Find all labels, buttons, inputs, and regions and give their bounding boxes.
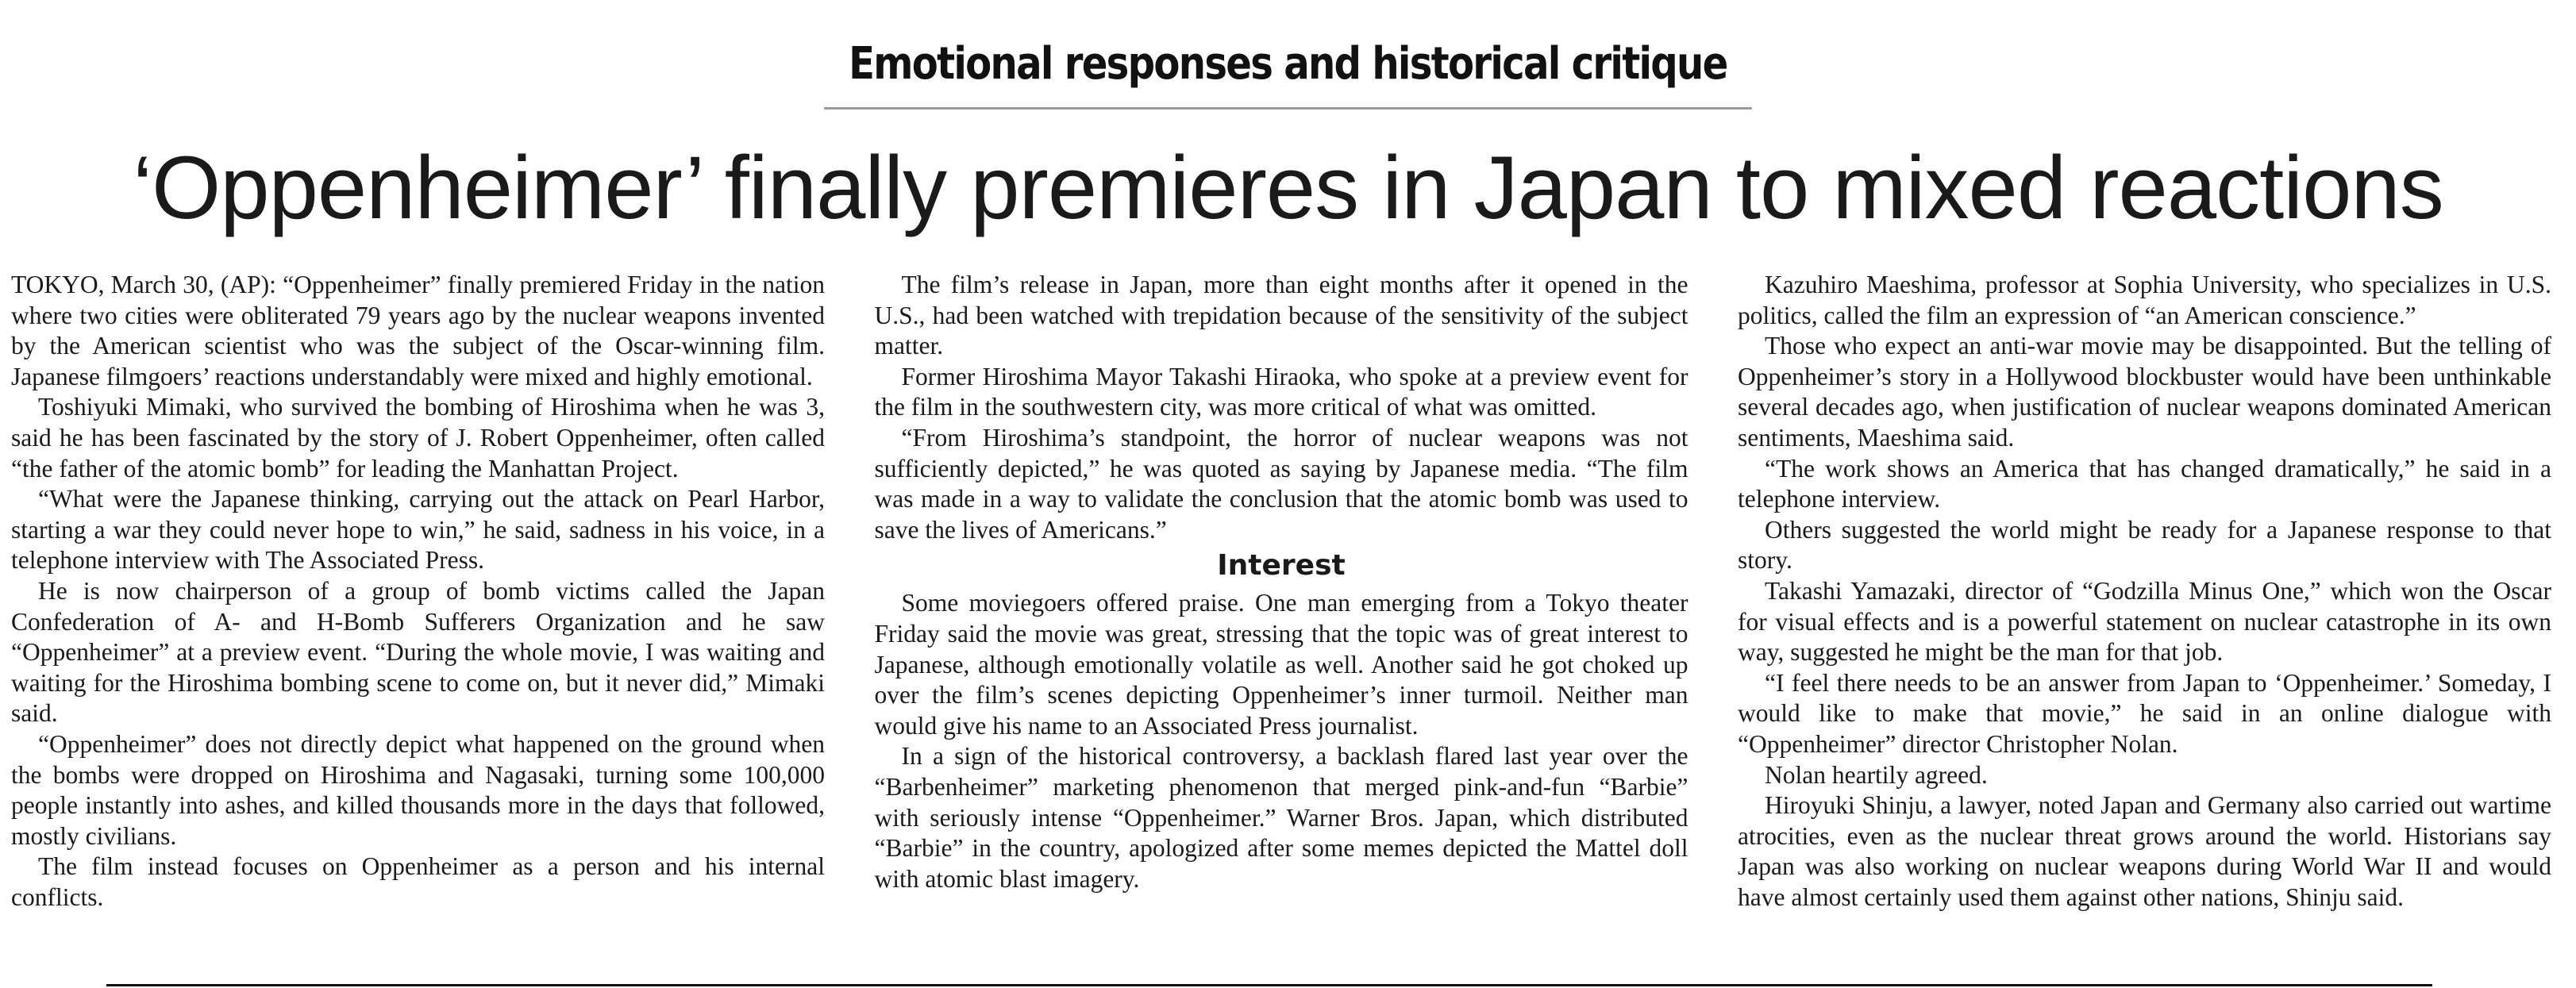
paragraph: “What were the Japanese thinking, carrying out the attack on Pearl Harbor, starting a war they could never hope to win,” he said, sadness in his voice, in a telephone interview with The Associated Press.	[11, 485, 825, 575]
section-subhead: Interest	[1217, 549, 1346, 582]
paragraph: Those who expect an anti-war movie may be disappointed. But the telling of Oppenheimer’s story in a Hollywood blockbuster would have been unthinkable several decades ago, when justification of nuclear weapons dominated American sentiments, Maeshima said.	[1738, 332, 2551, 452]
paragraph: In a sign of the historical controversy, a backlash flared last year over the “Barbenheimer” marketing phenomenon that merged pink-and-fun “Barbie” with seriously intense “Oppenheimer.” Warner Bros. Japan, which distributed “Barbie” in the country, apologized after some memes depicted the Mattel doll with atomic blast imagery.	[874, 742, 1688, 893]
article-column-2	[875, 270, 1688, 913]
paragraph: Some moviegoers offered praise. One man emerging from a Tokyo theater Friday said the movie was great, stressing that the topic was of great interest to Japanese, although emotionally volatile as well. Another said he got choked up over the film’s scenes depicting Oppenheimer’s inner turmoil. Neither man would give his name to an Associated Press journalist.	[874, 589, 1688, 740]
paragraph: Nolan heartily agreed.	[1765, 760, 1988, 789]
paragraph: Hiroyuki Shinju, a lawyer, noted Japan and Germany also carried out wartime atrocities, even as the nuclear threat grows around the world. Historians say Japan was also working on nuclear weapons during World War II and would have almost certainly used them against other nations, Shinju said.	[1738, 791, 2551, 911]
paragraph: TOKYO, March 30, (AP): “Oppenheimer” finally premiered Friday in the nation where two cities were obliterated 79 years ago by the nuclear weapons invented by the American scientist who was the subject of the Oscar-winning film. Japanese filmgoers’ reactions understandably were mixed and highly emotional.	[11, 271, 825, 390]
bottom-rule	[106, 984, 2432, 986]
paragraph: Former Hiroshima Mayor Takashi Hiraoka, who spoke at a preview event for the film in the southwestern city, was more critical of what was omitted.	[874, 362, 1688, 421]
paragraph: Takashi Yamazaki, director of “Godzilla Minus One,” which won the Oscar for visual effects and is a powerful statement on nuclear catastrophe in its own way, suggested he might be the man for that job.	[1738, 576, 2551, 667]
paragraph: “Oppenheimer” does not directly depict what happened on the ground when the bombs were dropped on Hiroshima and Nagasaki, turning some 100,000 people instantly into ashes, and killed thousands more in the days that followed, mostly civilians.	[11, 729, 825, 850]
paragraph: He is now chairperson of a group of bomb victims called the Japan Confederation of A- and H-Bomb Sufferers Organization and he saw “Oppenheimer” at a preview event. “During the whole movie, I was waiting and waiting for the Hiroshima bombing scene to come on, but it never did,” Mimaki said.	[11, 576, 825, 728]
paragraph: “From Hiroshima’s standpoint, the horror of nuclear weapons was not sufficiently depicted,” he was quoted as saying by Japanese media. “The film was made in a way to validate the conclusion that the atomic bomb was used to save the lives of Americans.”	[874, 423, 1688, 544]
kicker-container	[0, 38, 2576, 110]
article-body	[11, 270, 2551, 913]
headline: ‘Oppenheimer’ finally premieres in Japan to mixed reactions	[133, 138, 2443, 237]
paragraph: Others suggested the world might be ready for a Japanese response to that story.	[1738, 515, 2551, 575]
paragraph: “The work shows an America that has changed dramatically,” he said in a telephone interview.	[1738, 454, 2551, 513]
paragraph: Toshiyuki Mimaki, who survived the bombing of Hiroshima when he was 3, said he has been fascinated by the story of J. Robert Oppenheimer, often called “the father of the atomic bomb” for leading the Manhattan Project.	[11, 393, 825, 482]
paragraph: Kazuhiro Maeshima, professor at Sophia University, who specializes in U.S. politics, called the film an expression of “an American conscience.”	[1738, 271, 2551, 329]
paragraph: “I feel there needs to be an answer from Japan to ‘Oppenheimer.’ Someday, I would like to make that movie,” he said in an online dialogue with “Oppenheimer” director Christopher Nolan.	[1738, 668, 2551, 758]
paragraph: The film’s release in Japan, more than eight months after it opened in the U.S., had been watched with trepidation because of the sensitivity of the subject matter.	[874, 271, 1688, 360]
article-column-1	[11, 270, 825, 913]
article-column-3	[1738, 270, 2551, 913]
kicker: Emotional responses and historical critique	[824, 38, 1751, 110]
paragraph: The film instead focuses on Oppenheimer as a person and his internal conflicts.	[11, 852, 825, 911]
